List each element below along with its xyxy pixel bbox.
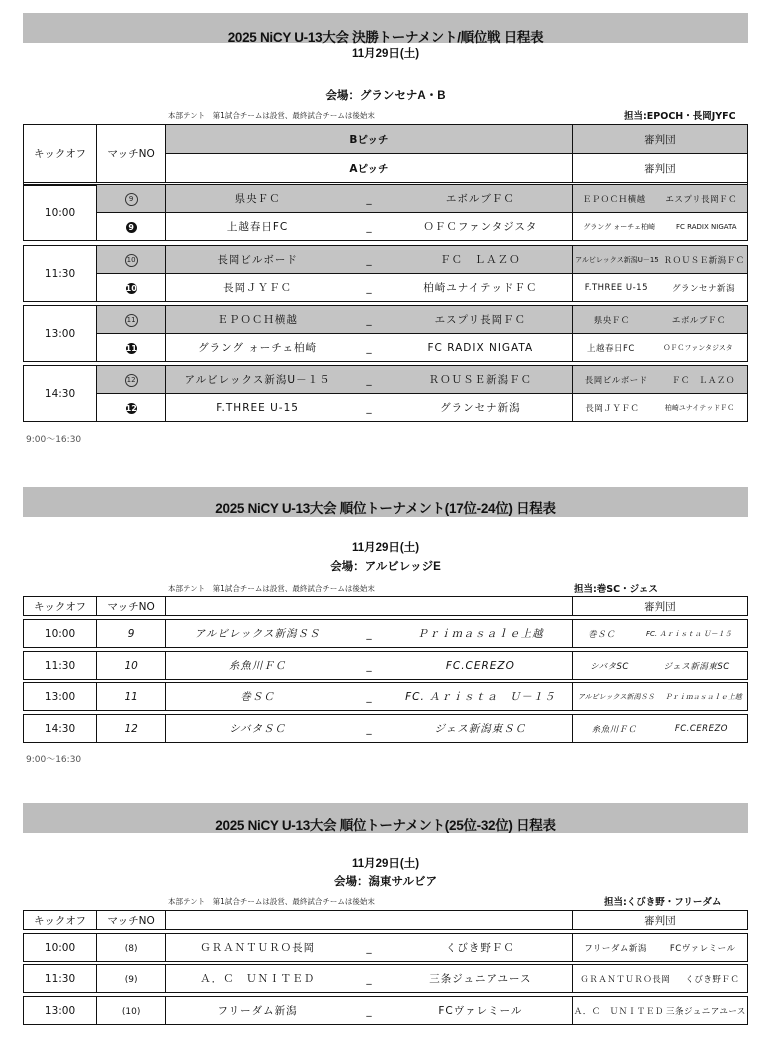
match-pairing <box>166 658 572 673</box>
match-number-parenthesized: (8) <box>124 943 138 954</box>
section2-note: 本部テント 第1試合チームは設営、最終試合チームは後始末 <box>168 584 375 593</box>
match-no <box>97 965 166 993</box>
referee-team-1: アルビレックス新潟ＳＳ <box>577 692 655 701</box>
pitch-a-referee <box>572 274 747 302</box>
referee-teams <box>573 1005 747 1017</box>
vs-separator: _ <box>366 341 372 354</box>
referee-team-1: アルビレックス新潟U－15 <box>575 255 659 264</box>
header-match-no: マッチNO <box>97 597 166 616</box>
section2-match-row <box>23 714 748 743</box>
match-number-circled: 10 <box>125 254 138 267</box>
referee-team-2: FC RADIX NIGATA <box>676 222 737 231</box>
referee-team-2: くびき野ＦＣ <box>685 974 740 985</box>
referee-team-2: グランセナ新潟 <box>671 283 735 294</box>
section1-title: 2025 NiCY U-13大会 決勝トーナメント/順位戦 日程表 <box>227 30 544 45</box>
kickoff-time: 11:30 <box>24 965 97 993</box>
match-pairing <box>166 1003 572 1018</box>
referee-teams <box>573 314 747 326</box>
header-match <box>166 597 573 616</box>
kickoff-time: 11:30 <box>24 246 97 302</box>
section2-match-row <box>23 651 748 680</box>
pitch-b-referee <box>572 366 747 394</box>
vs-separator: _ <box>366 401 372 414</box>
header-kickoff: キックオフ <box>24 911 97 930</box>
away-team: グランセナ新潟 <box>440 402 521 414</box>
referee-team-1: ＥＰＯＣＨ横越 <box>582 194 646 205</box>
kickoff-time: 11:30 <box>24 652 97 680</box>
referee-team-2: 柏崎ユナイテッドＦＣ <box>664 403 735 412</box>
section2-title: 2025 NiCY U-13大会 順位トーナメント(17位-24位) 日程表 <box>215 501 556 516</box>
section3-note: 本部テント 第1試合チームは設営、最終試合チームは後始末 <box>168 897 375 906</box>
match-pairing <box>166 689 572 704</box>
home-team: アルビレックス新潟ＳＳ <box>194 628 321 640</box>
match-pairing <box>166 971 572 986</box>
away-team: FCヴァレミール <box>438 1005 523 1017</box>
referee-team-1: 長岡ビルボード <box>584 375 648 386</box>
pitch-a-referee <box>572 334 747 362</box>
pitch-b-referee <box>572 246 747 274</box>
away-team: FC. Ａｒｉｓｔａ Ｕ－１５ <box>405 691 556 703</box>
home-team: 糸魚川ＦＣ <box>228 660 287 672</box>
match <box>166 652 573 680</box>
section1-date: 11月29日(土) <box>351 48 420 60</box>
referee-teams <box>573 254 747 266</box>
away-team: くびき野ＦＣ <box>445 942 515 954</box>
home-team: アルビレックス新潟U－１５ <box>184 374 331 386</box>
referee-teams <box>573 942 747 954</box>
away-team: ＯＦＣファンタジスタ <box>423 221 538 233</box>
referee <box>572 934 747 962</box>
home-team: 長岡ビルボード <box>217 254 298 266</box>
section3-header-table <box>23 910 748 930</box>
kickoff-time: 13:00 <box>24 306 97 362</box>
section3-title: 2025 NiCY U-13大会 順位トーナメント(25位-32位) 日程表 <box>215 818 556 833</box>
referee-teams <box>573 342 747 354</box>
section2-match-row <box>23 619 748 648</box>
section1-match-block <box>23 184 748 241</box>
match <box>166 997 573 1025</box>
match-no-pitch-b <box>97 366 166 394</box>
referee-team-2: エボルブＦＣ <box>671 315 726 326</box>
referee <box>572 965 747 993</box>
header-referee: 審判団 <box>572 911 747 930</box>
header-referee-a: 審判団 <box>572 154 747 183</box>
match-pairing <box>166 312 572 327</box>
match-pairing <box>166 400 572 415</box>
match <box>166 683 573 711</box>
match-number-circled: 9 <box>125 193 138 206</box>
match <box>166 620 573 648</box>
referee-teams <box>573 222 747 232</box>
match-no: 9 <box>97 620 166 648</box>
referee <box>572 652 747 680</box>
section3-venue: 会場：潟東サルビア <box>334 876 437 888</box>
match-pairing <box>166 280 572 295</box>
match <box>166 715 573 743</box>
match-no <box>97 997 166 1025</box>
home-team: ＥＰＯＣＨ横越 <box>217 314 298 326</box>
pitch-a-match <box>166 334 573 362</box>
referee-team-2: ＲＯＵＳＥ新潟ＦＣ <box>663 255 745 266</box>
referee-team-2: FC.CEREZO <box>674 723 728 734</box>
section1-table <box>23 124 748 186</box>
match-pairing <box>166 219 572 234</box>
header-pitch-a: Aピッチ <box>166 154 573 183</box>
referee-team-2: ＦＣ ＬＡＺＯ <box>671 375 735 386</box>
kickoff-time: 10:00 <box>24 620 97 648</box>
kickoff-time: 13:00 <box>24 683 97 711</box>
match-number-filled: 10 <box>125 283 137 293</box>
section1-match-block <box>23 305 748 362</box>
referee-team-1: 県央ＦＣ <box>593 315 630 326</box>
match-no-pitch-a <box>97 274 166 302</box>
away-team: ＲＯＵＳＥ新潟ＦＣ <box>428 374 533 386</box>
match-pairing <box>166 252 572 267</box>
referee-team-2: エスプリ長岡ＦＣ <box>665 194 738 205</box>
referee-team-1: Ａ．Ｃ ＵＮＩＴＥＤ <box>573 1006 664 1017</box>
vs-separator: _ <box>366 281 372 294</box>
referee-teams <box>573 723 747 735</box>
match-pairing <box>166 191 572 206</box>
referee-teams <box>573 374 747 386</box>
home-team: 巻ＳＣ <box>240 691 275 703</box>
section2-charge: 担当:巻SC・ジェス <box>574 584 658 595</box>
pitch-a-referee <box>572 394 747 422</box>
referee-teams <box>573 628 747 640</box>
home-team: Ａ．Ｃ ＵＮＩＴＥＤ <box>200 973 316 985</box>
section3-date: 11月29日(土) <box>351 858 420 870</box>
pitch-a-referee <box>572 213 747 241</box>
kickoff-time: 10:00 <box>24 185 97 241</box>
section1-hours: 9:00〜16:30 <box>26 435 82 445</box>
pitch-a-match <box>166 274 573 302</box>
match-number-circled: 12 <box>125 374 138 387</box>
away-team: ジェス新潟東ＳＣ <box>434 723 527 735</box>
away-team: 三条ジュニアユース <box>429 973 532 985</box>
home-team: ＧＲＡＮＴＵＲＯ長岡 <box>200 942 316 954</box>
away-team: エボルブＦＣ <box>445 193 515 205</box>
referee-teams <box>573 692 747 702</box>
match-number-parenthesized: (9) <box>124 974 138 985</box>
section1-match-block <box>23 245 748 302</box>
header-pitch-b: Bピッチ <box>166 125 573 154</box>
vs-separator: _ <box>366 1004 372 1017</box>
vs-separator: _ <box>366 722 372 735</box>
home-team: 長岡ＪＹＦＣ <box>223 282 293 294</box>
home-team: 上越春日FC <box>226 221 289 233</box>
away-team: FC.CEREZO <box>445 659 515 672</box>
referee-teams <box>573 193 747 205</box>
header-kickoff: キックオフ <box>24 125 97 183</box>
referee-teams <box>573 973 747 985</box>
section1-note: 本部テント 第1試合チームは設営、最終試合チームは後始末 <box>168 111 375 120</box>
referee-team-2: ＯＦＣファンタジスタ <box>663 343 733 352</box>
section3-match-row <box>23 964 748 993</box>
referee-team-2: ジェス新潟東SC <box>663 661 730 672</box>
section2-date: 11月29日(土) <box>351 542 420 554</box>
match-number-filled: 11 <box>125 343 137 353</box>
header-match <box>166 911 573 930</box>
kickoff-time: 14:30 <box>24 366 97 422</box>
referee-team-1: フリーダム新潟 <box>584 943 647 954</box>
match-no: 11 <box>97 683 166 711</box>
referee-teams <box>573 660 747 672</box>
home-team: 県央ＦＣ <box>234 193 281 205</box>
match <box>166 934 573 962</box>
pitch-b-match <box>166 366 573 394</box>
referee <box>572 715 747 743</box>
pitch-a-match <box>166 394 573 422</box>
match-number-filled: 12 <box>125 403 137 413</box>
match-no-pitch-b <box>97 306 166 334</box>
match-no-pitch-a <box>97 394 166 422</box>
match-no: 10 <box>97 652 166 680</box>
home-team: グラング ォーチェ柏崎 <box>198 342 317 354</box>
match-pairing <box>166 721 572 736</box>
home-team: フリーダム新潟 <box>217 1005 298 1017</box>
pitch-b-match <box>166 185 573 213</box>
section1-match-block <box>23 365 748 422</box>
section3-match-row <box>23 933 748 962</box>
pitch-b-referee <box>572 306 747 334</box>
referee-team-1: グラング ォーチェ柏崎 <box>583 222 656 231</box>
header-referee-b: 審判団 <box>572 125 747 154</box>
section2-hours: 9:00〜16:30 <box>26 755 82 765</box>
vs-separator: _ <box>366 941 372 954</box>
home-team: F.THREE U-15 <box>216 401 299 414</box>
match-no <box>97 934 166 962</box>
referee <box>572 620 747 648</box>
match-pairing <box>166 372 572 387</box>
away-team: ＦＣ ＬＡＺＯ <box>440 254 521 266</box>
section1-venue: 会場：グランセナA・B <box>325 90 446 102</box>
referee-team-2: 三条ジュニアユース <box>665 1006 746 1017</box>
vs-separator: _ <box>366 253 372 266</box>
kickoff-time: 13:00 <box>24 997 97 1025</box>
referee <box>572 683 747 711</box>
match <box>166 965 573 993</box>
pitch-b-referee <box>572 185 747 213</box>
pitch-a-match <box>166 213 573 241</box>
section2-match-row <box>23 682 748 711</box>
match-pairing <box>166 940 572 955</box>
match-no-pitch-a <box>97 334 166 362</box>
vs-separator: _ <box>366 627 372 640</box>
kickoff-time: 10:00 <box>24 934 97 962</box>
match-number-parenthesized: (10) <box>121 1006 141 1017</box>
match-number-filled: 9 <box>126 222 137 233</box>
match-no-pitch-a <box>97 213 166 241</box>
away-team: エスプリ長岡ＦＣ <box>434 314 527 326</box>
section3-match-row <box>23 996 748 1025</box>
vs-separator: _ <box>366 192 372 205</box>
pitch-b-match <box>166 246 573 274</box>
home-team: シバタＳＣ <box>229 723 286 735</box>
kickoff-time: 14:30 <box>24 715 97 743</box>
away-team: FC RADIX NIGATA <box>427 341 534 354</box>
section1-charge: 担当:EPOCH・長岡JYFC <box>624 111 736 122</box>
referee-team-1: ＧＲＡＮＴＵＲＯ長岡 <box>580 974 671 985</box>
vs-separator: _ <box>366 659 372 672</box>
referee-team-1: 巻ＳＣ <box>588 629 616 640</box>
header-match-no: マッチNO <box>97 125 166 183</box>
referee-team-1: 長岡ＪＹＦＣ <box>585 403 640 414</box>
referee-teams <box>573 282 747 294</box>
header-match-no: マッチNO <box>97 911 166 930</box>
pitch-b-match <box>166 306 573 334</box>
referee-team-2: FC. Ａｒｉｓｔａ Ｕ－１５ <box>645 629 732 638</box>
header-referee: 審判団 <box>572 597 747 616</box>
away-team: Ｐｒｉｍａｓａｌｅ上越 <box>417 628 544 640</box>
match-no-pitch-b <box>97 246 166 274</box>
section3-charge: 担当:くびき野・フリーダム <box>604 897 722 908</box>
referee-teams <box>573 402 747 414</box>
match-no: 12 <box>97 715 166 743</box>
vs-separator: _ <box>366 373 372 386</box>
referee-team-2: Ｐｒｉｍａｓａｌｅ上越 <box>664 692 742 701</box>
match-pairing <box>166 340 572 355</box>
vs-separator: _ <box>366 690 372 703</box>
away-team: 柏崎ユナイテッドＦＣ <box>423 282 538 294</box>
referee-team-1: シバタSC <box>590 661 629 672</box>
referee-team-1: 上越春日FC <box>587 343 635 354</box>
vs-separator: _ <box>366 313 372 326</box>
match-number-circled: 11 <box>125 314 138 327</box>
referee-team-2: FCヴァレミール <box>669 943 736 954</box>
section2-header-table <box>23 596 748 616</box>
vs-separator: _ <box>366 220 372 233</box>
section2-venue: 会場：アルビレッジE <box>330 561 441 573</box>
referee <box>572 997 747 1025</box>
vs-separator: _ <box>366 972 372 985</box>
header-kickoff: キックオフ <box>24 597 97 616</box>
referee-team-1: 糸魚川ＦＣ <box>591 724 637 735</box>
match-no-pitch-b <box>97 185 166 213</box>
match-pairing <box>166 626 572 641</box>
referee-team-1: F.THREE U-15 <box>584 282 648 293</box>
